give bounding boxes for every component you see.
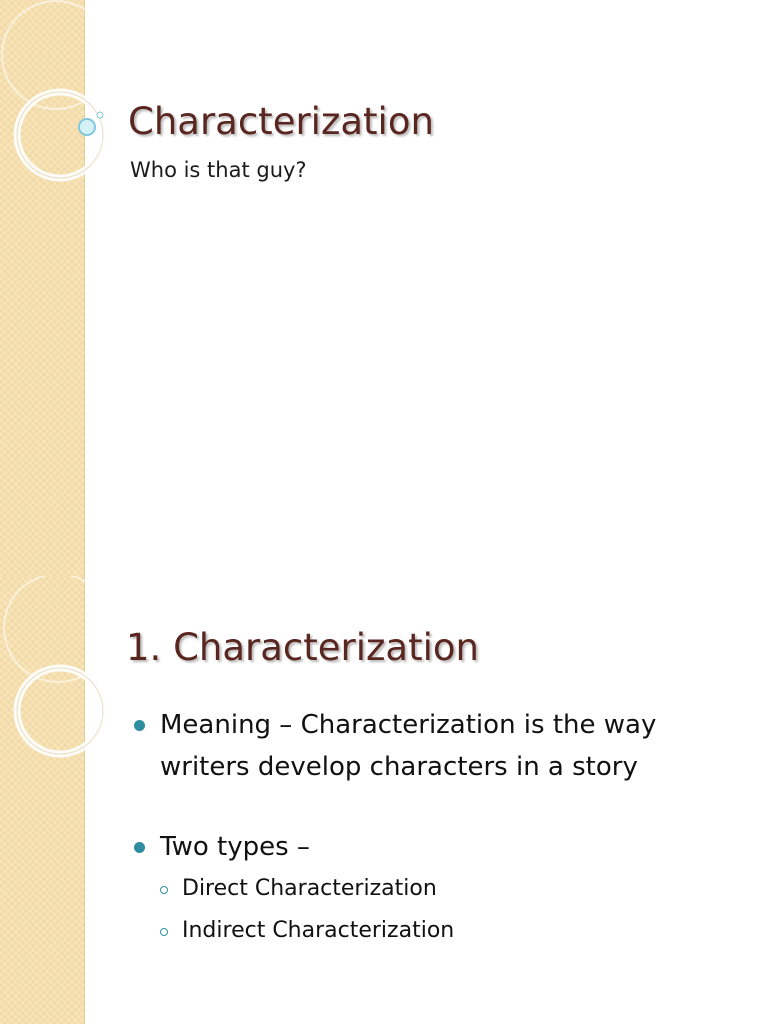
slide-title: 1. Characterization xyxy=(126,626,479,669)
sub-bullet-text: Indirect Characterization xyxy=(182,918,455,943)
sub-bullet-icon xyxy=(160,886,168,894)
slide-title: Characterization xyxy=(128,100,434,143)
sub-bullet-text: Direct Characterization xyxy=(182,876,437,901)
bullet-text: Meaning – Characterization is the way writers develop characters in a story xyxy=(160,710,657,782)
sub-bullet-icon xyxy=(160,928,168,936)
bullet-list xyxy=(134,704,754,952)
slide-subtitle: Who is that guy? xyxy=(130,158,307,182)
content-slide xyxy=(0,576,768,1024)
bullet-icon xyxy=(134,842,145,853)
bullet-icon xyxy=(134,720,145,731)
list-item xyxy=(134,704,754,788)
list-item xyxy=(134,826,754,868)
ring-decoration-icon xyxy=(0,576,120,796)
sub-list-item xyxy=(134,910,754,952)
ring-decoration-icon xyxy=(0,0,120,220)
sub-list-item xyxy=(134,868,754,910)
bullet-text: Two types – xyxy=(160,832,310,862)
